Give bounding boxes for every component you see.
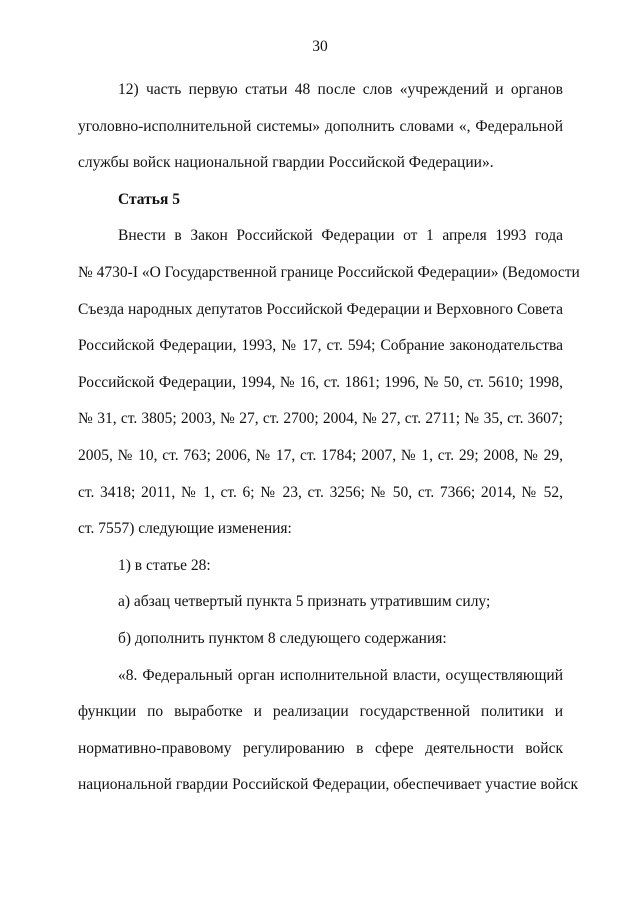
paragraph-article-intro-line: № 4730-I «О Государственной границе Российской Федерации» (Ведомости xyxy=(78,263,580,281)
paragraph-article-intro-line: Внести в Закон Российской Федерации от 1 апреля 1993 года xyxy=(118,227,563,245)
article-heading: Статья 5 xyxy=(118,190,180,208)
paragraph-quote-8-line: нормативно-правовому регулированию в сфере деятельности войск xyxy=(78,739,563,757)
document-body xyxy=(78,72,580,804)
paragraph-article-intro-line: ст. 7557) следующие изменения: xyxy=(78,520,292,538)
paragraph-article-intro-line: ст. 3418; 2011, № 1, ст. 6; № 23, ст. 3256; № 50, ст. 7366; 2014, № 52, xyxy=(78,483,563,501)
paragraph-quote-8-line: «8. Федеральный орган исполнительной власти, осуществляющий xyxy=(118,666,563,684)
paragraph-article-intro-line: № 31, ст. 3805; 2003, № 27, ст. 2700; 2004, № 27, ст. 2711; № 35, ст. 3607; xyxy=(78,410,563,428)
paragraph-quote-8-line: национальной гвардии Российской Федерации, обеспечивает участие войск xyxy=(78,776,579,794)
paragraph-article-intro-line: Российской Федерации, 1993, № 17, ст. 594; Собрание законодательства xyxy=(78,337,563,355)
paragraph-item-12-line: 12) часть первую статьи 48 после слов «учреждений и органов xyxy=(118,81,563,98)
paragraph-item-12-line: службы войск национальной гвардии Российской Федерации». xyxy=(78,154,494,172)
paragraph-item-12-line: уголовно-исполнительной системы» дополнить словами «, Федеральной xyxy=(78,117,563,135)
paragraph-item-1: 1) в статье 28: xyxy=(118,556,211,574)
paragraph-item-a: а) абзац четвертый пункта 5 признать утратившим силу; xyxy=(118,593,491,611)
paragraph-item-b: б) дополнить пунктом 8 следующего содержания: xyxy=(118,629,447,647)
paragraph-quote-8-line: функции по выработке и реализации государственной политики и xyxy=(78,703,563,721)
paragraph-article-intro-line: Съезда народных депутатов Российской Федерации и Верховного Совета xyxy=(78,300,563,318)
paragraph-article-intro-line: Российской Федерации, 1994, № 16, ст. 1861; 1996, № 50, ст. 5610; 1998, xyxy=(78,373,563,391)
paragraph-article-intro-line: 2005, № 10, ст. 763; 2006, № 17, ст. 1784; 2007, № 1, ст. 29; 2008, № 29, xyxy=(78,446,563,464)
page-number: 30 xyxy=(312,38,328,55)
